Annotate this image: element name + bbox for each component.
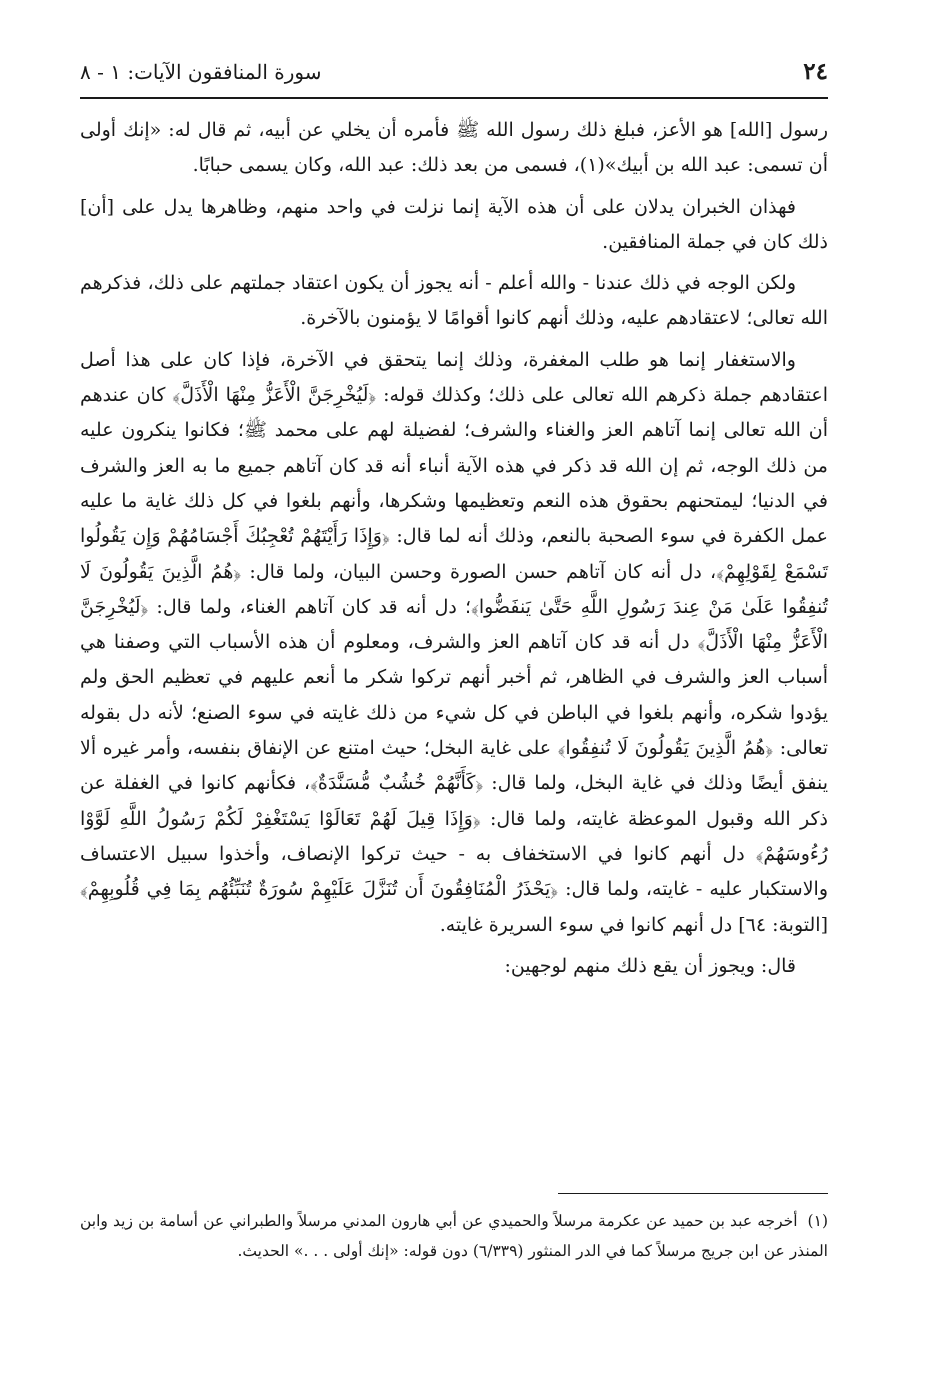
paragraph: والاستغفار إنما هو طلب المغفرة، وذلك إنما يتحقق في الآخرة، فإذا كان على هذا أصل اعتقادهم جملة ذكرهم الله تعالى على ذلك؛ وكذلك قوله: ﴿لَيُخْرِجَنَّ الْأَعَزُّ مِنْهَا الْأَذَلَّ﴾ كان عندهم أن الله تعالى إنما آتاهم العز والغناء والشرف؛ لفضيلة لهم على محمد ﷺ؛ فكانوا ينكرون عليه من ذلك الوجه، ثم إن الله قد ذكر في هذه الآية أنباء أنه قد كان آتاهم جميع ما به العز والشرف في الدنيا؛ ليمتحنهم بحقوق هذه النعم وتعظيمها وشكرها، وأنهم بلغوا في كل ذلك غاية ما عليه عمل الكفرة في سوء الصحبة بالنعم، وذلك أنه لما قال: ﴿وَإِذَا رَأَيْتَهُمْ تُعْجِبُكَ أَجْسَامُهُمْ وَإِن يَقُولُوا تَسْمَعْ لِقَوْلِهِمْ﴾، دل أنه كان آتاهم حسن الصورة وحسن البيان، ولما قال: ﴿هُمُ الَّذِينَ يَقُولُونَ لَا تُنفِقُوا عَلَىٰ مَنْ عِندَ رَسُولِ اللَّهِ حَتَّىٰ يَنفَضُّوا﴾؛ دل أنه قد كان آتاهم الغناء، ولما قال: ﴿لَيُخْرِجَنَّ الْأَعَزُّ مِنْهَا الْأَذَلَّ﴾ دل أنه قد كان آتاهم العز والشرف، ومعلوم أن هذه الأسباب التي وصفنا هي أسباب العز والشرف في الظاهر، ثم أخبر أنهم تركوا شكر ما أنعم عليهم في تعظيم الحق ولم يؤدوا شكره، وأنهم بلغوا في الباطن في كل شيء من ذلك غايته في سوء الصنع؛ لأنه دل بقوله تعالى: ﴿هُمُ الَّذِينَ يَقُولُونَ لَا تُنفِقُوا﴾ على غاية البخل؛ حيث امتنع عن الإنفاق بنفسه، وأمر غيره ألا ينفق أيضًا وذلك في غاية البخل، ولما قال: ﴿كَأَنَّهُمْ خُشُبٌ مُّسَنَّدَةٌ﴾، فكأنهم كانوا في الغفلة عن ذكر الله وقبول الموعظة غايته، ولما قال: ﴿وَإِذَا قِيلَ لَهُمْ تَعَالَوْا يَسْتَغْفِرْ لَكُمْ رَسُولُ اللَّهِ لَوَّوْا رُءُوسَهُمْ﴾ دل أنهم كانوا في الاستخفاف به - حيث تركوا الإنصاف، وأخذوا سبيل الاعتساف والاستكبار عليه - غايته، ولما قال: ﴿يَحْذَرُ الْمُنَافِقُونَ أَن تُنَزَّلَ عَلَيْهِمْ سُورَةٌ تُنَبِّئُهُم بِمَا فِي قُلُوبِهِمْ﴾ [التوبة: ٦٤] دل أنهم كانوا في سوء السريرة غايته. bbox=[80, 348, 828, 936]
paragraph: ولكن الوجه في ذلك عندنا - والله أعلم - أنه يجوز أن يكون اعتقاد جملتهم على ذلك، فذكرهم الله تعالى؛ لاعتقادهم عليه، وذلك أنهم كانوا أقوامًا لا يؤمنون بالآخرة. bbox=[80, 272, 828, 330]
main-text bbox=[80, 113, 828, 984]
footnote-marker: (١) bbox=[807, 1212, 828, 1230]
page-number: ٢٤ bbox=[803, 58, 828, 85]
footnote-text: أخرجه عبد بن حميد عن عكرمة مرسلاً والحميدي عن أبي هارون المدني مرسلاً والطبراني عن أسامة بن زيد وابن المنذر عن ابن جريج مرسلاً كما في الدر المنثور (٦/٣٣٩) دون قوله: «إنك أولى . . .» الحديث. bbox=[80, 1212, 828, 1260]
footnote bbox=[80, 1206, 828, 1266]
running-title: سورة المنافقون الآيات: ١ - ٨ bbox=[80, 60, 322, 84]
paragraph: قال: ويجوز أن يقع ذلك منهم لوجهين: bbox=[504, 954, 796, 977]
page-header bbox=[80, 58, 828, 96]
header-divider bbox=[80, 97, 828, 99]
paragraph: رسول [الله] هو الأعز، فبلغ ذلك رسول الله ﷺ فأمره أن يخلي عن أبيه، ثم قال له: «إنك أولى أن تسمى: عبد الله بن أبيك»(١)، فسمى من بعد ذلك: عبد الله، وكان يسمى حبابًا. bbox=[80, 119, 828, 177]
footnote-divider bbox=[558, 1193, 828, 1194]
paragraph: فهذان الخبران يدلان على أن هذه الآية إنما نزلت في واحد منهم، وظاهرها يدل على [أن] ذلك كان في جملة المنافقين. bbox=[80, 195, 828, 253]
